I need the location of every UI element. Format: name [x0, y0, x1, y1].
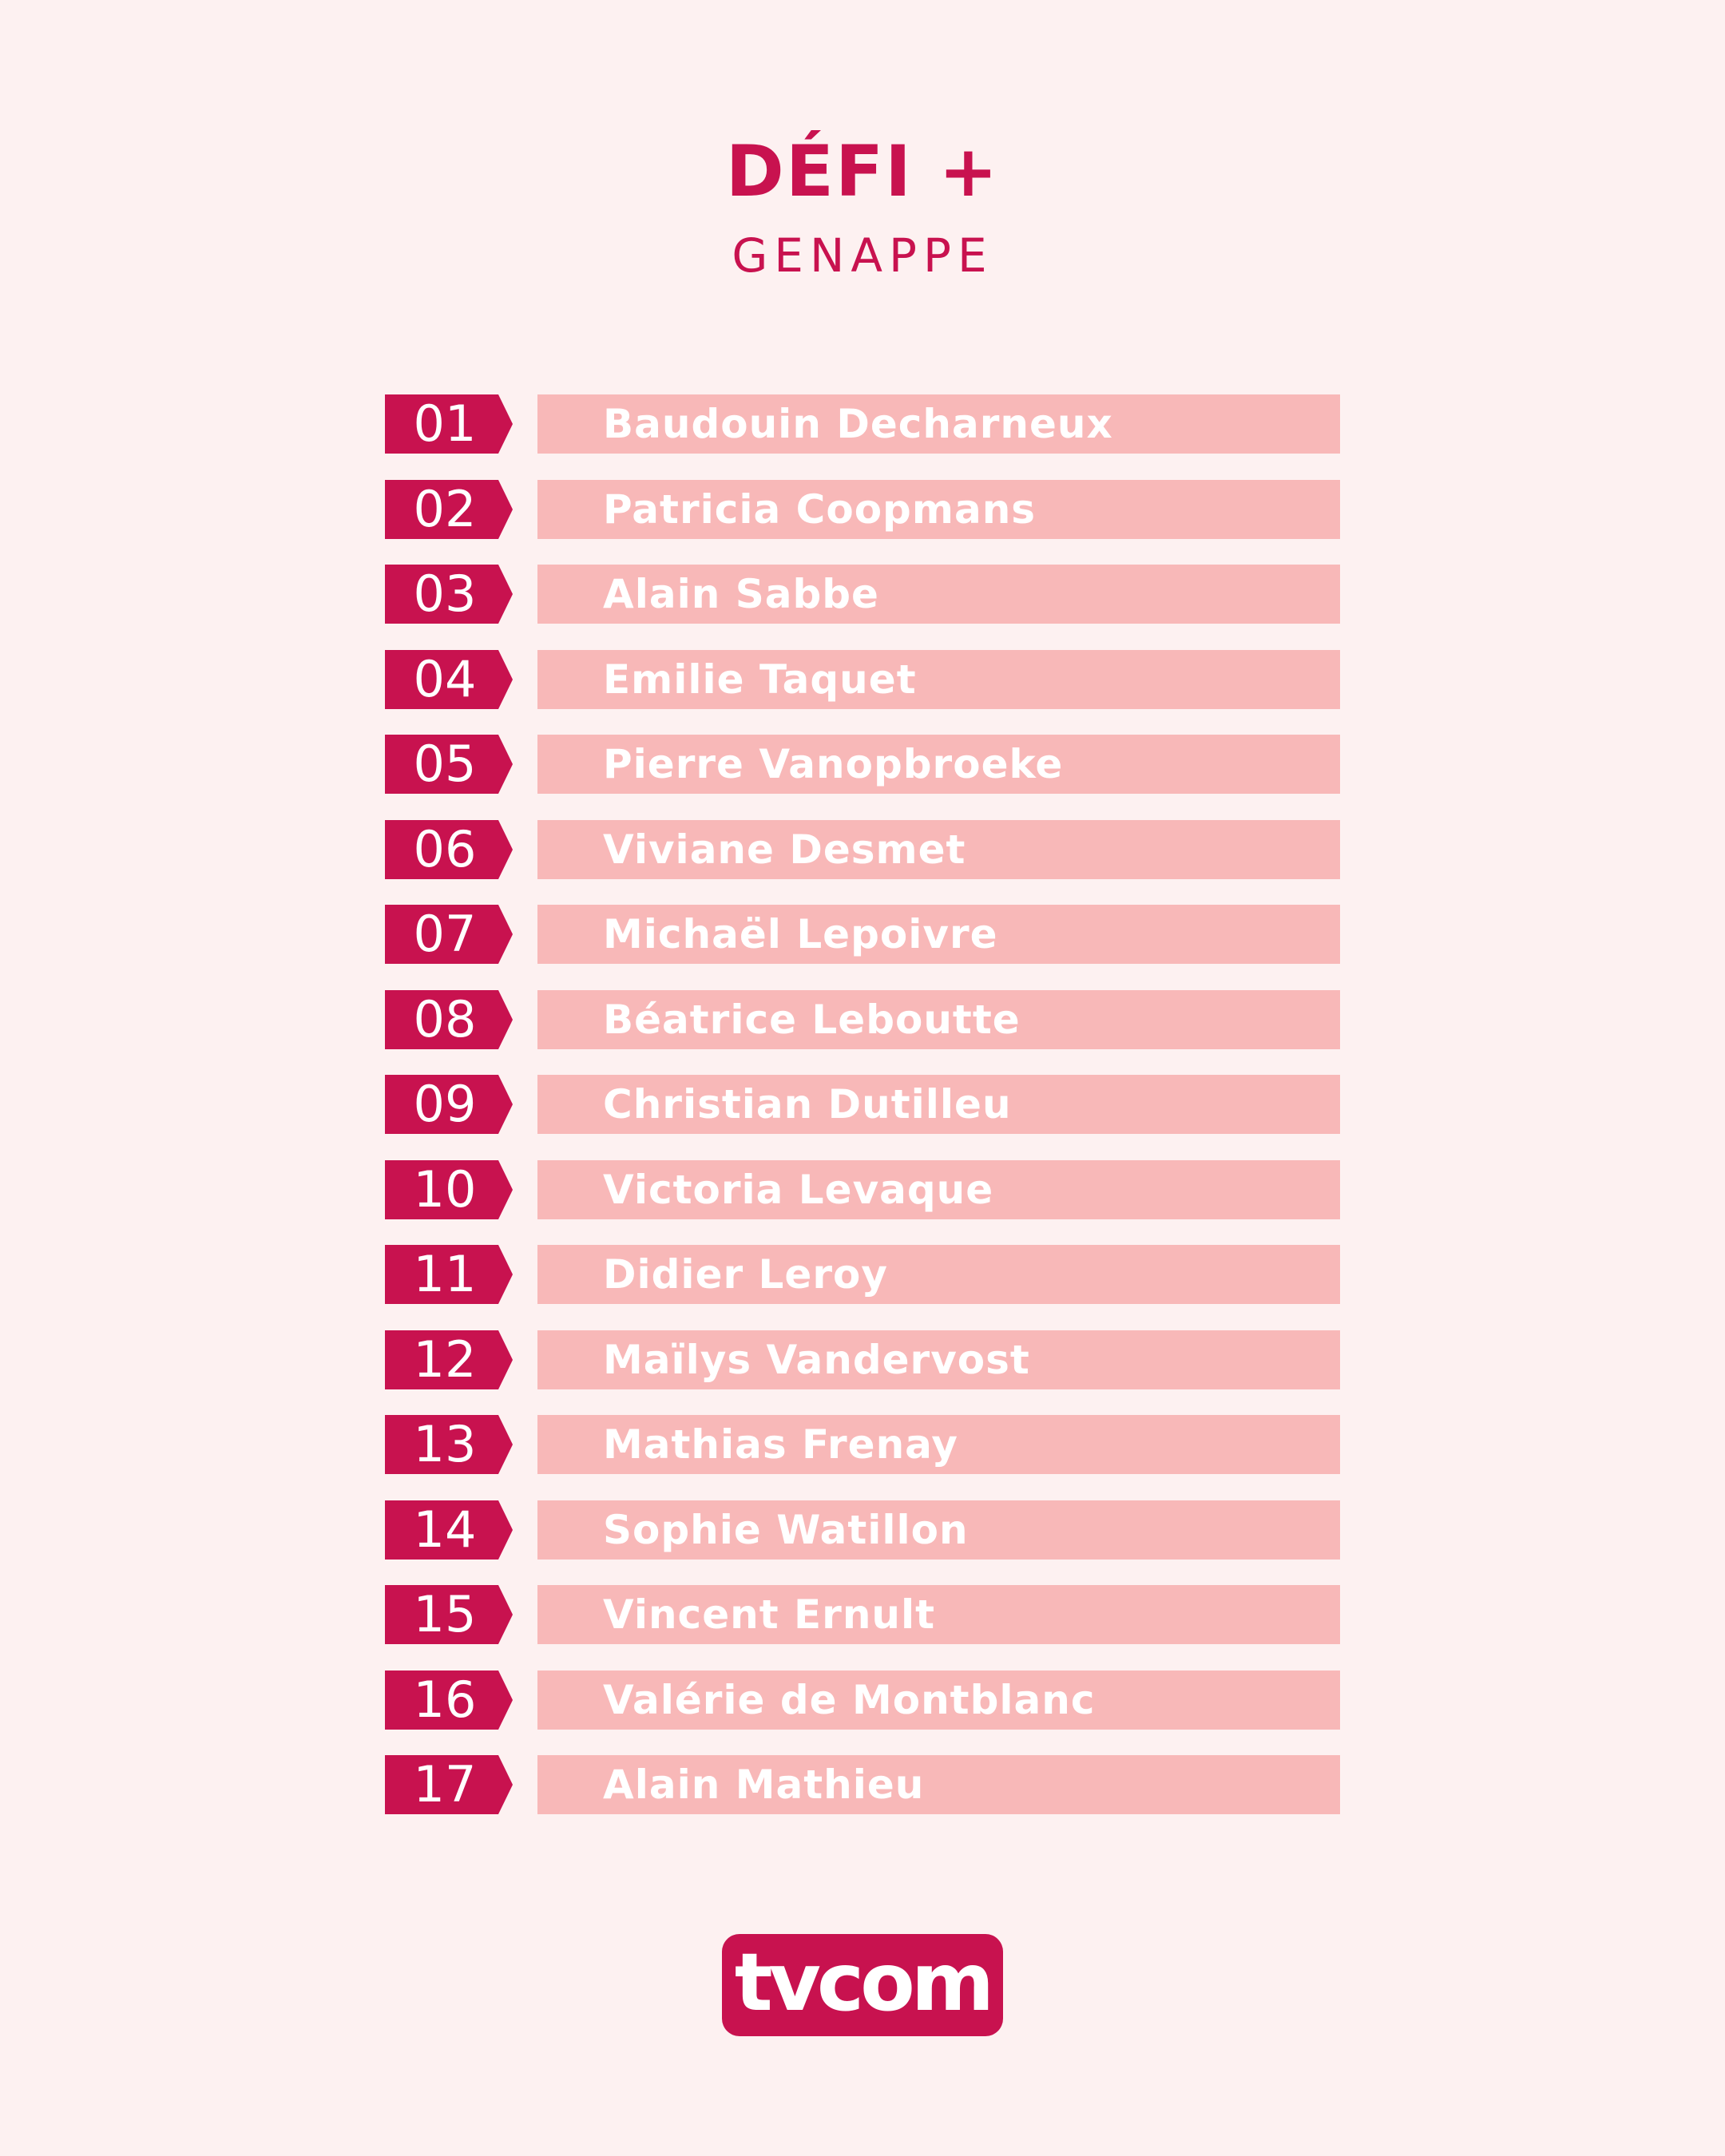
candidate-row	[385, 1500, 1340, 1560]
candidate-row	[385, 394, 1340, 454]
rank-number: 09	[413, 1075, 477, 1133]
rank-number: 17	[413, 1755, 477, 1813]
rank-badge	[385, 1415, 513, 1474]
rank-number: 11	[413, 1245, 477, 1303]
name-bar	[537, 820, 1340, 879]
rank-badge	[385, 394, 513, 454]
candidate-row	[385, 480, 1340, 539]
commune-subtitle: GENAPPE	[732, 228, 993, 283]
candidate-name: Sophie Watillon	[603, 1507, 969, 1553]
candidate-name: Béatrice Leboutte	[603, 997, 1021, 1043]
tvcom-logo	[722, 1934, 1003, 2036]
rank-number: 05	[413, 735, 477, 793]
candidate-name: Baudouin Decharneux	[603, 401, 1113, 447]
candidate-name: Patricia Coopmans	[603, 486, 1037, 533]
logo-text: tvcom	[734, 1936, 991, 2029]
candidate-row	[385, 1160, 1340, 1219]
rank-badge	[385, 650, 513, 709]
name-bar	[537, 650, 1340, 709]
rank-number: 03	[413, 565, 477, 623]
name-bar	[537, 1500, 1340, 1560]
rank-number: 12	[413, 1330, 477, 1389]
name-bar	[537, 905, 1340, 964]
candidate-row	[385, 820, 1340, 879]
rank-number: 15	[413, 1585, 477, 1643]
name-bar	[537, 735, 1340, 794]
candidate-row	[385, 990, 1340, 1049]
candidate-row	[385, 1585, 1340, 1644]
rank-number: 14	[413, 1500, 477, 1559]
rank-number: 16	[413, 1671, 477, 1729]
rank-badge	[385, 905, 513, 964]
name-bar	[537, 1671, 1340, 1730]
rank-badge	[385, 1585, 513, 1644]
rank-badge	[385, 820, 513, 879]
candidate-name: Victoria Levaque	[603, 1167, 994, 1213]
name-bar	[537, 394, 1340, 454]
name-bar	[537, 1160, 1340, 1219]
candidate-name: Valérie de Montblanc	[603, 1677, 1096, 1723]
candidate-row	[385, 1075, 1340, 1134]
name-bar	[537, 1330, 1340, 1389]
name-bar	[537, 990, 1340, 1049]
rank-badge	[385, 990, 513, 1049]
name-bar	[537, 480, 1340, 539]
rank-number: 06	[413, 820, 477, 878]
rank-badge	[385, 735, 513, 794]
name-bar	[537, 1585, 1340, 1644]
candidate-name: Michaël Lepoivre	[603, 911, 998, 957]
candidate-name: Emilie Taquet	[603, 656, 917, 703]
candidate-row	[385, 650, 1340, 709]
name-bar	[537, 1075, 1340, 1134]
candidate-row	[385, 905, 1340, 964]
candidate-name: Viviane Desmet	[603, 826, 966, 873]
candidate-row	[385, 1245, 1340, 1304]
rank-number: 07	[413, 905, 477, 963]
candidate-row	[385, 735, 1340, 794]
candidate-name: Mathias Frenay	[603, 1421, 958, 1468]
name-bar	[537, 1755, 1340, 1814]
party-title: DÉFI +	[725, 130, 1000, 212]
candidate-row	[385, 1671, 1340, 1730]
rank-badge	[385, 565, 513, 624]
name-bar	[537, 565, 1340, 624]
rank-badge	[385, 480, 513, 539]
rank-number: 04	[413, 650, 477, 708]
candidate-name: Pierre Vanopbroeke	[603, 741, 1064, 787]
rank-number: 08	[413, 990, 477, 1048]
candidate-name: Maïlys Vandervost	[603, 1337, 1030, 1383]
rank-badge	[385, 1245, 513, 1304]
rank-number: 01	[413, 394, 477, 453]
rank-badge	[385, 1075, 513, 1134]
rank-badge	[385, 1500, 513, 1560]
rank-badge	[385, 1671, 513, 1730]
rank-number: 10	[413, 1160, 477, 1219]
rank-number: 02	[413, 480, 477, 538]
candidate-row	[385, 1415, 1340, 1474]
rank-number: 13	[413, 1415, 477, 1473]
name-bar	[537, 1245, 1340, 1304]
rank-badge	[385, 1755, 513, 1814]
candidate-row	[385, 1330, 1340, 1389]
candidate-name: Alain Sabbe	[603, 571, 879, 617]
candidate-name: Christian Dutilleu	[603, 1081, 1012, 1128]
candidate-row	[385, 565, 1340, 624]
rank-badge	[385, 1160, 513, 1219]
rank-badge	[385, 1330, 513, 1389]
candidate-name: Alain Mathieu	[603, 1762, 925, 1808]
candidate-row	[385, 1755, 1340, 1814]
candidate-name: Vincent Ernult	[603, 1591, 936, 1638]
candidate-name: Didier Leroy	[603, 1251, 888, 1298]
name-bar	[537, 1415, 1340, 1474]
